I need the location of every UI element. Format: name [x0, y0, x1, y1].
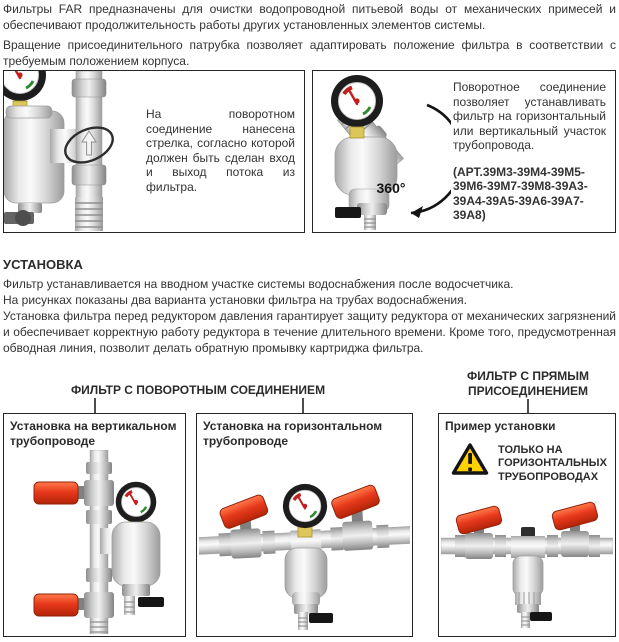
warning-triangle-icon [451, 442, 489, 476]
direct-group-title: ФИЛЬТР С ПРЯМЫМ ПРИСОЕДИНЕНИЕМ [466, 369, 590, 398]
warning-text: ТОЛЬКО НА ГОРИЗОНТАЛЬНЫХ ТРУБОПРОВОДАХ [498, 443, 607, 483]
article-numbers: (АРТ.39М3-39М4-39М5-39М6-39М7-39М8-39А3-39А4-39А5-39А6-39А7-39А8) [453, 164, 588, 222]
vertical-install-box [3, 413, 186, 637]
rotation-arc-icon [411, 105, 451, 218]
drain-valve-handle [530, 612, 552, 621]
intro-paragraph-1: Фильтры FAR предназначены для очистки водопроводной питьевой воды от механических примесей и обеспечивают продолжительность работы других установленных элементов системы. [3, 2, 616, 32]
installation-paragraph-1: Фильтр устанавливается на вводном участке системы водоснабжения после водосчетчика. [3, 277, 514, 291]
connector-line [94, 398, 96, 413]
ball-valve-red-handle [34, 482, 78, 504]
drain-valve-handle [309, 613, 333, 623]
warning-note [439, 434, 615, 485]
filter-arrow-illustration [4, 71, 142, 232]
rotation-angle-label: 360° [376, 180, 406, 196]
ball-valve-red-handle [34, 594, 78, 616]
vertical-install-illustration [12, 450, 176, 634]
filter-rotation-illustration [313, 71, 451, 232]
diagram-label: Пример установки [445, 419, 556, 433]
installation-paragraph-3: Установка фильтра перед редуктором давления гарантирует защиту редуктора от механических загрязнений и обеспечивает корректную работу редуктора в течение длительного времени. Кроме того, предусмотренная обводная линия, позволит делать обратную промывку картриджа фильтра. [3, 309, 616, 355]
direct-install-illustration [441, 500, 613, 636]
swivel-arrow-note: На поворотном соединение нанесена стрелка, согласно которой должен быть сделан вход и выход потока из фильтра. [146, 107, 295, 194]
diagram-label: Установка на вертикальном трубопроводе [10, 419, 177, 448]
pressure-gauge-icon [116, 482, 157, 527]
horizontal-install-illustration [199, 452, 410, 634]
drain-valve-handle [335, 207, 361, 218]
rotation-callout-box [312, 70, 616, 233]
rotation-note: Поворотное соединение позволяет устанавливать фильтр на горизонтальный или вертикальный участок трубопровода. [453, 80, 606, 152]
direct-install-box [438, 413, 616, 637]
swivel-arrow-callout-box [3, 70, 305, 233]
diagram-label: Установка на горизонтальном трубопроводе [203, 419, 383, 448]
installation-heading: УСТАНОВКА [3, 257, 83, 272]
horizontal-install-box [196, 413, 413, 637]
installation-paragraph-2: На рисунках показаны два варианта установки фильтра на трубах водоснабжения. [3, 293, 467, 307]
drain-valve-handle [138, 597, 164, 607]
pressure-gauge-icon [283, 484, 327, 537]
swivel-group-title: ФИЛЬТР С ПОВОРОТНЫМ СОЕДИНЕНИЕМ [70, 383, 326, 397]
intro-paragraph-2: Вращение присоединительного патрубка позволяет адаптировать положение фильтра в соответствии с требуемым положением корпуса. [3, 38, 616, 68]
connector-line [527, 399, 529, 413]
connector-line [302, 398, 304, 413]
